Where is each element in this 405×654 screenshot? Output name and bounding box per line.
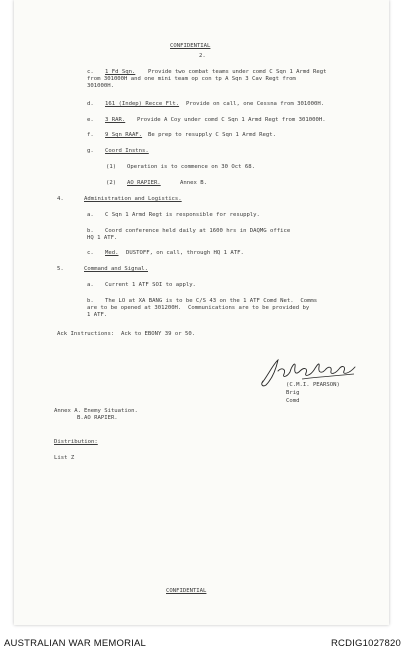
section-5-b-line1: The LO at XA BANG is to be C/S 43 on the 1 ATF Comd Net. Comms [105, 298, 318, 304]
signatory-appointment: Comd [286, 398, 300, 404]
document-page [14, 0, 389, 625]
item-c-unit: 1 Fd Sqn. [105, 69, 136, 75]
section-4-b-line2: HQ 1 ATF. [87, 235, 118, 241]
section-4-c-text: DUSTOFF, on call, through HQ 1 ATF. [126, 250, 244, 256]
item-e-unit: 3 RAR. [105, 117, 126, 123]
archive-record-id: RCDIG1027820 [331, 638, 401, 649]
item-g-unit: Coord Instns. [105, 148, 149, 154]
section-4-title: Administration and Logistics. [84, 196, 182, 202]
item-e-label: e. [87, 117, 94, 123]
distribution-title: Distribution: [54, 439, 98, 445]
classification-header: CONFIDENTIAL [170, 43, 211, 49]
item-g1-text: Operation is to commence on 30 Oct 68. [127, 164, 255, 170]
section-5-a-text: Current 1 ATF SOI to apply. [105, 282, 196, 288]
section-5-b-line2: are to be opened at 301200H. Communications are to be provided by [87, 305, 310, 311]
item-f-text: Be prep to resupply C Sqn 1 Armd Regt. [148, 132, 276, 138]
annex-b-label: B. [77, 415, 84, 421]
section-4-b-label: b. [87, 228, 94, 234]
section-4-a-text: C Sqn 1 Armd Regt is responsible for resupply. [105, 212, 260, 218]
section-5-number: 5. [57, 266, 64, 272]
section-4-b-line1: Coord conference held daily at 1600 hrs in DAQMG office [105, 228, 291, 234]
section-5-a-label: a. [87, 282, 94, 288]
item-c-line2: from 301000H and one mini team op con tp A Sqn 3 Cav Regt from [87, 76, 296, 82]
item-g2-text: Annex B. [180, 180, 207, 186]
archive-name: AUSTRALIAN WAR MEMORIAL [4, 638, 147, 649]
annex-b-text: AO RAPIER. [84, 415, 118, 421]
item-g-label: g. [87, 148, 94, 154]
item-f-unit: 9 Sqn RAAF. [105, 132, 143, 138]
signatory-name: (C.M.I. PEARSON) [286, 382, 340, 388]
item-g2-unit: AO RAPIER. [127, 180, 161, 186]
classification-footer: CONFIDENTIAL [166, 588, 207, 594]
item-c-line3: 301000H. [87, 83, 114, 89]
item-g1-num: (1) [106, 164, 117, 170]
item-d-text: Provide on call, one Cessna from 301000H. [186, 101, 325, 107]
section-4-c-unit: Med. [105, 250, 119, 256]
section-4-c-label: c. [87, 250, 94, 256]
ack-instructions: Ack Instructions: Ack to EBONY 39 or 50. [57, 331, 196, 337]
section-5-b-line3: 1 ATF. [87, 312, 108, 318]
archive-caption-bar [0, 634, 405, 654]
distribution-list: List Z [54, 455, 75, 461]
signatory-rank: Brig [286, 390, 300, 396]
annex-a-text: Enemy Situation. [84, 408, 138, 414]
section-5-title: Command and Signal. [84, 266, 148, 272]
item-g2-num: (2) [106, 180, 117, 186]
section-4-a-label: a. [87, 212, 94, 218]
section-4-number: 4. [57, 196, 64, 202]
section-5-b-label: b. [87, 298, 94, 304]
item-e-text: Provide A Coy under comd C Sqn 1 Armd Regt from 301000H. [137, 117, 326, 123]
annex-a-label: Annex A. [54, 408, 81, 414]
item-c-label: c. [87, 69, 94, 75]
item-c-line1: Provide two combat teams under comd C Sqn 1 Armd Regt [148, 69, 327, 75]
item-d-label: d. [87, 101, 94, 107]
item-d-unit: 161 (Indep) Recce Flt. [105, 101, 180, 107]
page-number: 2. [199, 53, 206, 59]
item-f-label: f. [87, 132, 94, 138]
